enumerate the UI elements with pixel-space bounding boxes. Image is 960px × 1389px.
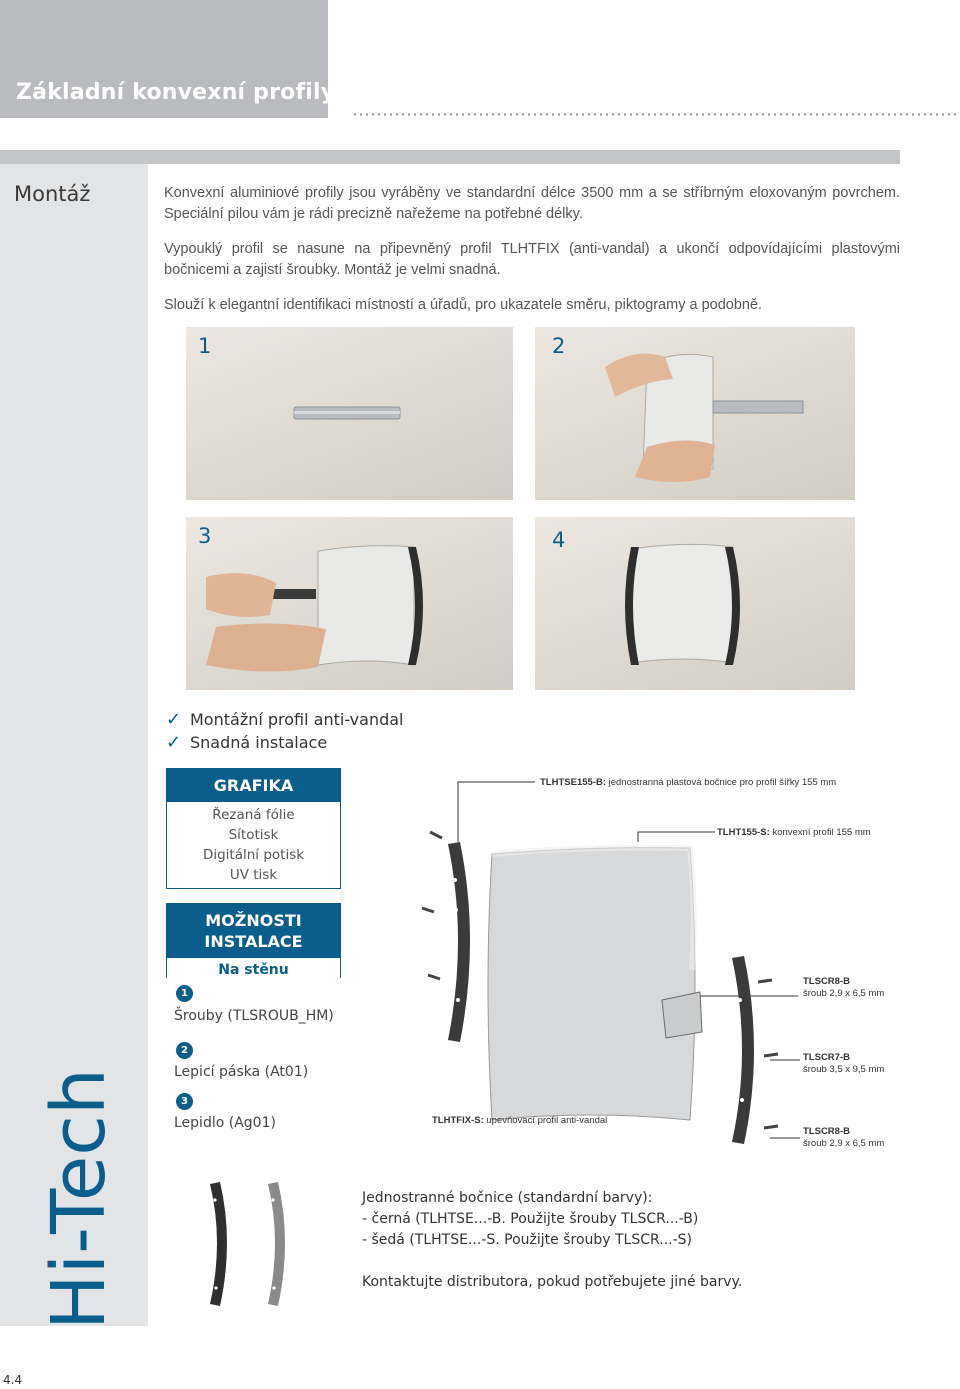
endcap-note	[362, 1188, 698, 1251]
option-number-2: 2	[176, 1042, 193, 1059]
intro-paragraph-1: Konvexní aluminiové profily jsou vyráběny ve standardní délce 3500 mm a se stříbrným eloxovaným povrchem. Speciální pilou vám je rádi precizně nařežeme na potřebné délky.	[164, 185, 900, 222]
intro-paragraph-3: Slouží k elegantní identifikaci místností a úřadů, pro ukazatele směru, piktogramy a podobně.	[164, 297, 763, 313]
photo-step-4	[535, 517, 855, 690]
intro-text	[164, 183, 900, 330]
callout-tlhtse	[540, 777, 836, 789]
vertical-brand-mark: Hi-Tech	[36, 1068, 122, 1330]
section-rule	[0, 150, 900, 164]
page-title: Základní konvexní profily	[16, 80, 336, 105]
callout-tlscr7	[803, 1052, 884, 1076]
grafika-item: Řezaná fólie	[212, 807, 295, 823]
grafika-title: GRAFIKA	[167, 769, 340, 802]
option-number-1: 1	[176, 985, 193, 1002]
feature-text: Montážní profil anti-vandal	[190, 710, 404, 729]
endcap-note-title: Jednostranné bočnice (standardní barvy):	[362, 1190, 653, 1206]
callout-desc: konvexní profil 155 mm	[772, 827, 871, 838]
installation-box	[166, 903, 341, 978]
grafika-items	[167, 802, 340, 888]
screw-fixing-illustration	[186, 517, 513, 690]
option-glue: Lepidlo (Ag01)	[174, 1115, 276, 1131]
header-dotted-rule	[352, 113, 960, 116]
installation-title-line-1: MOŽNOSTI	[205, 911, 302, 930]
feature-item	[166, 708, 404, 731]
callout-code: TLHTFIX-S:	[432, 1115, 484, 1126]
slide-on-illustration	[535, 327, 855, 500]
installation-subtitle: Na stěnu	[218, 962, 289, 978]
callout-code: TLSCR7-B	[803, 1052, 850, 1063]
rail-illustration	[186, 327, 513, 500]
callout-code: TLHT155-S:	[717, 827, 770, 838]
gray-endcap	[268, 1182, 285, 1306]
feature-list	[166, 708, 404, 754]
checkmark-icon: ✓	[166, 709, 182, 730]
grafika-item: UV tisk	[229, 867, 278, 883]
endcap-samples	[200, 1180, 300, 1315]
callout-tlhtfix	[432, 1115, 607, 1127]
installation-title	[167, 904, 340, 958]
callout-tlscr8-top	[803, 976, 884, 1000]
black-endcap	[210, 1182, 227, 1306]
callout-desc: šroub 3,5 x 9,5 mm	[803, 1064, 885, 1075]
endcap-note-line: - černá (TLHTSE...-B. Použijte šrouby TLSCR...-B)	[362, 1211, 699, 1227]
photo-number-2: 2	[552, 334, 566, 358]
photo-step-1	[186, 327, 513, 500]
grafika-item: Digitální potisk	[202, 847, 305, 863]
callout-desc: jednostranná plastová bočnice pro profil šířky 155 mm	[608, 777, 837, 788]
feature-text: Snadná instalace	[190, 733, 328, 752]
callout-code: TLHTSE155-B:	[540, 777, 606, 788]
callout-code: TLSCR8-B	[803, 1126, 850, 1137]
option-tape: Lepicí páska (At01)	[174, 1064, 309, 1080]
section-label: Montáž	[14, 182, 91, 206]
grafika-item: Sítotisk	[228, 827, 279, 843]
callout-desc: upevňovací profil anti-vandal	[486, 1115, 608, 1126]
finished-sign-illustration	[535, 517, 855, 690]
grafika-box	[166, 768, 341, 889]
callout-desc: šroub 2,9 x 6,5 mm	[803, 1138, 885, 1149]
feature-item	[166, 731, 404, 754]
option-screws: Šrouby (TLSROUB_HM)	[174, 1008, 334, 1024]
callout-tlscr8-bottom	[803, 1126, 884, 1150]
callout-desc: šroub 2,9 x 6,5 mm	[803, 988, 885, 999]
checkmark-icon: ✓	[166, 732, 182, 753]
page-number: 4.4	[3, 1373, 23, 1387]
installation-title-line-2: INSTALACE	[204, 932, 303, 951]
option-number-3: 3	[176, 1093, 193, 1110]
photo-number-1: 1	[198, 334, 212, 358]
contact-note: Kontaktujte distributora, pokud potřebujete jiné barvy.	[362, 1274, 743, 1290]
photo-number-3: 3	[198, 524, 212, 548]
photo-step-3	[186, 517, 513, 690]
photo-step-2	[535, 327, 855, 500]
callout-tlht	[717, 827, 871, 839]
intro-paragraph-2: Vypouklý profil se nasune na připevněný profil TLHTFIX (anti-vandal) a ukončí odpovídajícími plastovými bočnicemi a zajistí šroubky. Montáž je velmi snadná.	[164, 241, 900, 278]
endcap-note-line: - šedá (TLHTSE...-S. Použijte šrouby TLSCR...-S)	[362, 1232, 692, 1248]
callout-code: TLSCR8-B	[803, 976, 850, 987]
photo-number-4: 4	[552, 528, 566, 552]
